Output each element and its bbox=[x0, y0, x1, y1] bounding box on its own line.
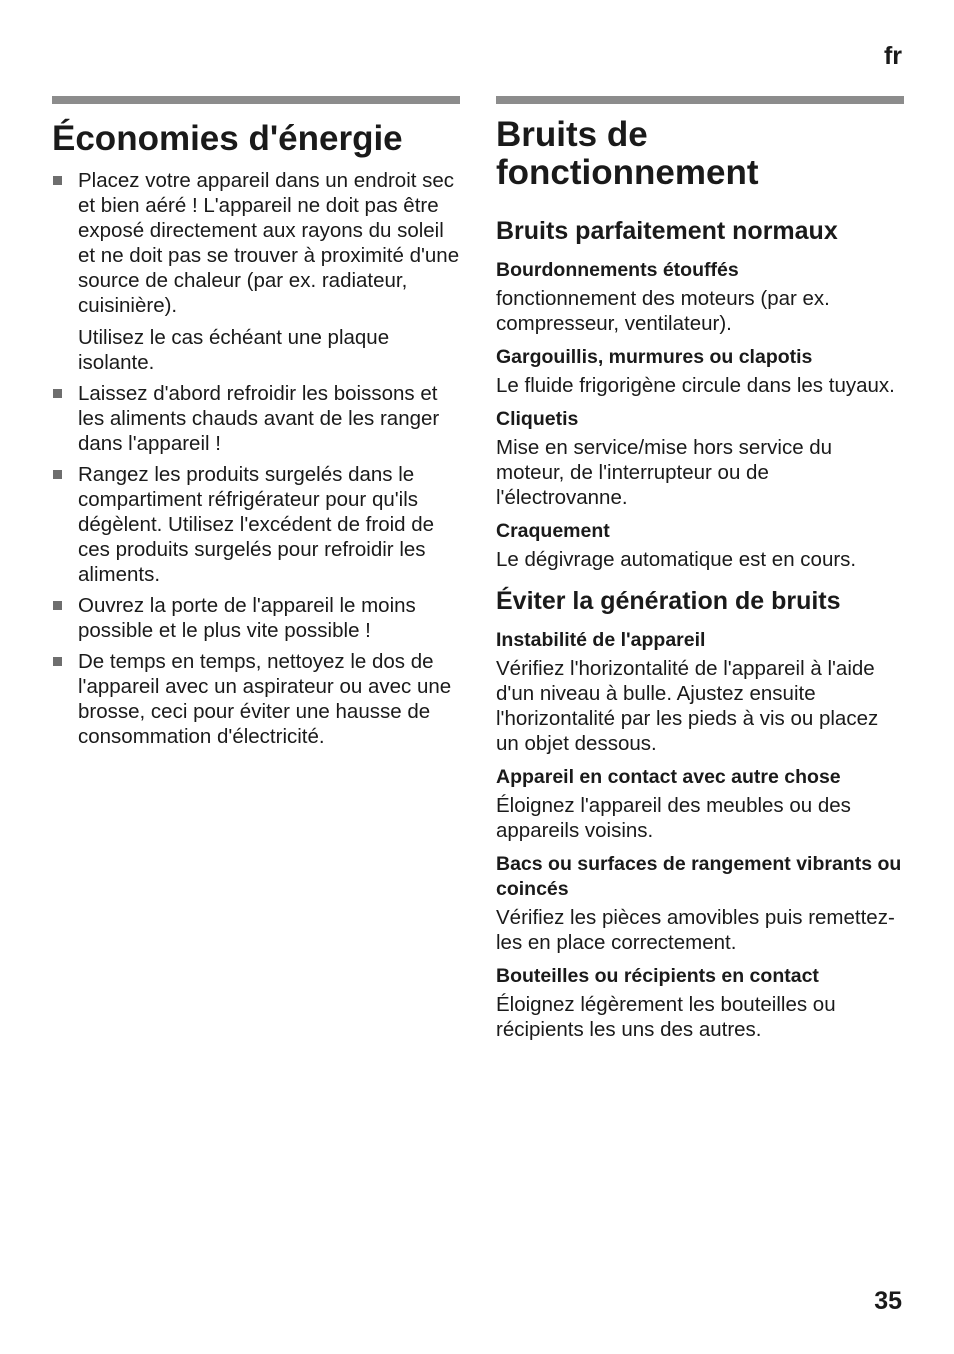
noise-entry bbox=[496, 964, 904, 1042]
entry-title: Gargouillis, murmures ou clapotis bbox=[496, 346, 813, 368]
energy-tips-list bbox=[52, 168, 460, 749]
operating-noises-title bbox=[496, 116, 904, 192]
entry-title: Craquement bbox=[496, 520, 610, 542]
entry-title: Instabilité de l'appareil bbox=[496, 629, 706, 651]
list-item bbox=[52, 168, 460, 375]
entry-text: Vérifiez l'horizontalité de l'appareil à l'aide d'un niveau à bulle. Ajustez ensuite l'horizontalité par les pieds à vis ou placez un objet dessous. bbox=[496, 657, 879, 755]
section-rule bbox=[496, 96, 904, 104]
noise-entry bbox=[496, 407, 904, 510]
entry-text: fonctionnement des moteurs (par ex. compresseur, ventilateur). bbox=[496, 287, 830, 335]
list-item bbox=[52, 649, 460, 749]
entry-text: Le dégivrage automatique est en cours. bbox=[496, 548, 857, 571]
list-item bbox=[52, 462, 460, 587]
entry-text: Le fluide frigorigène circule dans les tuyaux. bbox=[496, 374, 895, 397]
entry-title: Appareil en contact avec autre chose bbox=[496, 766, 841, 788]
operating-noises-column bbox=[496, 96, 904, 1051]
noise-entry bbox=[496, 765, 904, 843]
section-rule bbox=[52, 96, 460, 104]
entry-title: Bouteilles ou récipients en contact bbox=[496, 965, 819, 987]
entry-text: Vérifiez les pièces amovibles puis remettez-les en place correctement. bbox=[496, 906, 895, 954]
energy-saving-column bbox=[52, 96, 460, 755]
avoid-noises-heading: Éviter la génération de bruits bbox=[496, 587, 841, 615]
entry-text: Éloignez légèrement les bouteilles ou récipients les uns des autres. bbox=[496, 993, 836, 1041]
entry-title: Cliquetis bbox=[496, 408, 579, 430]
page-number: 35 bbox=[874, 1287, 902, 1315]
entry-title: Bacs ou surfaces de rangement vibrants ou coincés bbox=[496, 853, 902, 900]
noise-entry bbox=[496, 852, 904, 955]
square-bullet-icon bbox=[53, 601, 62, 610]
list-item-note: Utilisez le cas échéant une plaque isolante. bbox=[78, 326, 390, 374]
title-line: fonctionnement bbox=[496, 153, 759, 192]
entry-text: Mise en service/mise hors service du moteur, de l'interrupteur ou de l'électrovanne. bbox=[496, 436, 833, 509]
list-item-text: Placez votre appareil dans un endroit sec et bien aéré ! L'appareil ne doit pas être exposé directement aux rayons du soleil et ne doit pas se trouver à proximité d'une source de chaleur (par ex. radiateur, cuisinière). bbox=[78, 169, 460, 317]
noise-entry bbox=[496, 345, 904, 398]
noise-entry bbox=[496, 519, 904, 572]
square-bullet-icon bbox=[53, 176, 62, 185]
list-item-text: Ouvrez la porte de l'appareil le moins possible et le plus vite possible ! bbox=[78, 594, 416, 642]
square-bullet-icon bbox=[53, 657, 62, 666]
square-bullet-icon bbox=[53, 470, 62, 479]
list-item bbox=[52, 381, 460, 456]
noise-entry bbox=[496, 258, 904, 336]
normal-noises-heading: Bruits parfaitement normaux bbox=[496, 217, 838, 245]
list-item-text: Rangez les produits surgelés dans le compartiment réfrigérateur pour qu'ils dégèlent. Utilisez l'excédent de froid de ces produits surgelés pour refroidir les aliments. bbox=[78, 463, 435, 586]
noise-entry bbox=[496, 628, 904, 756]
list-item-text: De temps en temps, nettoyez le dos de l'appareil avec un aspirateur ou avec une brosse, ceci pour éviter une hausse de consommation d'électricité. bbox=[78, 650, 452, 748]
square-bullet-icon bbox=[53, 389, 62, 398]
language-code: fr bbox=[883, 42, 902, 70]
entry-text: Éloignez l'appareil des meubles ou des appareils voisins. bbox=[496, 794, 851, 842]
energy-saving-title: Économies d'énergie bbox=[52, 119, 403, 158]
list-item bbox=[52, 593, 460, 643]
entry-title: Bourdonnements étouffés bbox=[496, 259, 739, 281]
list-item-text: Laissez d'abord refroidir les boissons et les aliments chauds avant de les ranger dans l'appareil ! bbox=[78, 382, 440, 455]
title-line: Bruits de bbox=[496, 115, 648, 154]
